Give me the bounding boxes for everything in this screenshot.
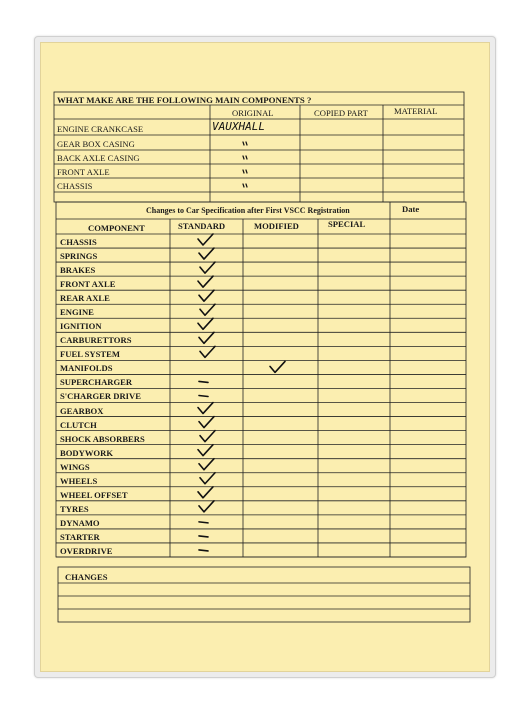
col-modified-header: MODIFIED [254,221,299,231]
ditto-mark [243,156,247,159]
component-label: WHEELS [60,475,98,486]
standard-tick-mark [199,248,214,259]
ditto-mark [243,142,247,145]
component-label: CHASSIS [60,237,97,247]
component-label: SPRINGS [60,251,98,262]
ditto-mark [243,184,247,187]
component-label: BRAKES [60,265,96,276]
component-label: FRONT AXLE [60,279,116,290]
main-component-label: BACK AXLE CASING [57,153,140,163]
col-copied-header: COPIED PART [314,108,368,118]
component-label: S'CHARGER DRIVE [60,391,141,402]
ditto-mark [243,170,247,173]
modified-tick-mark [270,361,285,372]
changes-box [58,567,470,622]
main-component-label: CHASSIS [57,181,93,191]
standard-tick-mark [199,332,214,343]
component-label: WINGS [60,461,90,472]
component-label: CARBURETTORS [60,335,132,346]
date-header: Date [402,204,420,214]
component-label: DYNAMO [60,517,100,528]
handwritten-vauxhall-text: VAUXHALL [212,120,265,133]
component-label: STARTER [60,531,100,542]
changes-label: CHANGES [65,572,108,582]
standard-tick-mark [198,276,213,287]
standard-dash-mark [199,550,208,551]
standard-tick-mark [200,262,215,273]
standard-tick-mark [199,417,214,428]
main-component-label: ENGINE CRANKCASE [57,124,144,134]
component-label: REAR AXLE [60,293,110,304]
standard-tick-mark [198,445,213,456]
component-label: IGNITION [60,321,102,332]
col-material-header: MATERIAL [394,106,438,116]
component-label: SUPERCHARGER [60,377,133,388]
standard-tick-mark [199,290,214,301]
standard-tick-mark [200,431,215,442]
standard-tick-mark [198,318,213,329]
component-label: BODYWORK [60,447,113,458]
standard-dash-mark [199,396,208,397]
component-label: GEARBOX [60,405,104,416]
component-label: TYRES [60,503,89,514]
component-label: MANIFOLDS [60,363,113,374]
col-standard-header: STANDARD [178,221,226,231]
standard-tick-mark [198,234,213,245]
main-component-label: GEAR BOX CASING [57,139,135,149]
standard-tick-mark [199,459,214,470]
standard-tick-mark [199,501,214,512]
standard-tick-mark [200,473,215,484]
standard-tick-mark [198,403,213,414]
col-component-header: COMPONENT [88,223,145,233]
col-original-header: ORIGINAL [232,108,274,118]
standard-tick-mark [200,304,215,315]
standard-tick-mark [198,487,213,498]
col-special-header: SPECIAL [328,219,366,229]
component-label: SHOCK ABSORBERS [60,433,145,444]
component-label: FUEL SYSTEM [60,349,120,360]
handwritten-vauxhall [212,119,288,135]
form-title: WHAT MAKE ARE THE FOLLOWING MAIN COMPONENTS ? [57,95,312,105]
component-label: ENGINE [60,307,94,318]
standard-dash-mark [199,522,208,523]
component-label: OVERDRIVE [60,545,113,556]
component-label: CLUTCH [60,419,97,430]
standard-dash-mark [199,536,208,537]
component-label: WHEEL OFFSET [60,489,128,500]
changes-title: Changes to Car Specification after First VSCC Registration [146,206,350,215]
main-component-label: FRONT AXLE [57,167,110,177]
standard-tick-mark [200,346,215,357]
standard-dash-mark [199,381,208,382]
